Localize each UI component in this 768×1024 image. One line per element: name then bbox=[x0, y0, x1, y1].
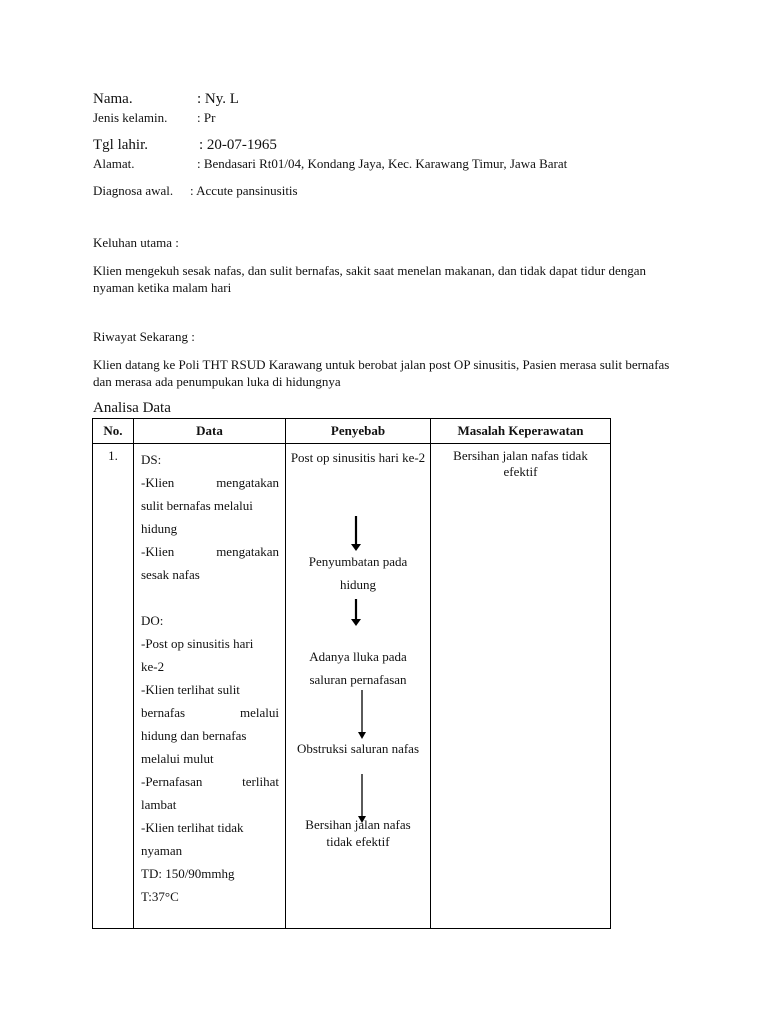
data-line: DO: bbox=[141, 613, 164, 628]
row-number: 1. bbox=[108, 448, 118, 463]
jenis-kelamin-label: Jenis kelamin. bbox=[93, 110, 168, 125]
data-line: T:37°C bbox=[141, 889, 179, 904]
cell-data bbox=[134, 444, 286, 929]
data-line: -Klien terlihat tidak bbox=[141, 820, 244, 835]
arrow-down-icon bbox=[350, 516, 362, 552]
riwayat-heading: Riwayat Sekarang : bbox=[93, 329, 195, 344]
data-line: DS: bbox=[141, 452, 162, 467]
nama-label: Nama. bbox=[93, 91, 133, 107]
keluhan-text: Klien mengekuh sesak nafas, dan sulit bernafas, sakit saat menelan makanan, dan tidak dapat tidur dengan nyaman ketika malam hari bbox=[93, 263, 647, 295]
data-line: -Post op sinusitis hari bbox=[141, 636, 254, 651]
header-no: No. bbox=[93, 419, 134, 444]
tgl-lahir-label: Tgl lahir. bbox=[93, 137, 148, 153]
diagnosa-value: : Accute pansinusitis bbox=[190, 183, 298, 198]
arrow-down-icon bbox=[350, 599, 362, 627]
data-line: hidung dan bernafas bbox=[141, 728, 247, 743]
cause-step-2: Penyumbatan pada hidung bbox=[308, 554, 408, 592]
riwayat-text: Klien datang ke Poli THT RSUD Karawang untuk berobat jalan post OP sinusitis, Pasien merasa sulit bernafas dan merasa ada penumpukan luka di hidungnya bbox=[93, 357, 670, 389]
alamat-value: : Bendasari Rt01/04, Kondang Jaya, Kec. Karawang Timur, Jawa Barat bbox=[197, 156, 568, 171]
arrow-down-icon bbox=[357, 690, 367, 740]
cause-step-3: Adanya lluka pada saluran pernafasan bbox=[309, 649, 407, 687]
cell-penyebab bbox=[286, 444, 431, 929]
data-lines bbox=[134, 444, 285, 908]
cell-masalah bbox=[431, 444, 611, 929]
diagnosa-label: Diagnosa awal. bbox=[93, 183, 174, 198]
data-line: -Klien mengatakan bbox=[141, 544, 279, 559]
data-line: lambat bbox=[141, 797, 177, 812]
data-line bbox=[141, 586, 279, 609]
cause-flow bbox=[286, 444, 430, 928]
header-data: Data bbox=[134, 419, 286, 444]
data-line: bernafas melalui bbox=[141, 705, 279, 720]
analisa-table bbox=[92, 418, 611, 929]
masalah-text: Bersihan jalan nafas tidak efektif bbox=[453, 448, 588, 479]
table-header-row bbox=[93, 419, 611, 444]
data-line: -Pernafasan terlihat bbox=[141, 774, 279, 789]
data-line: TD: 150/90mmhg bbox=[141, 866, 235, 881]
data-line: -Klien mengatakan bbox=[141, 475, 279, 490]
jenis-kelamin-value: : Pr bbox=[197, 110, 216, 125]
analisa-title: Analisa Data bbox=[93, 400, 171, 416]
data-line: nyaman bbox=[141, 843, 183, 858]
header-masalah: Masalah Keperawatan bbox=[431, 419, 611, 444]
alamat-label: Alamat. bbox=[93, 156, 135, 171]
data-line: sulit bernafas melalui bbox=[141, 498, 253, 513]
data-line: sesak nafas bbox=[141, 567, 200, 582]
keluhan-heading: Keluhan utama : bbox=[93, 235, 179, 250]
header-penyebab: Penyebab bbox=[286, 419, 431, 444]
nama-value: : Ny. L bbox=[197, 91, 239, 107]
cause-step-1: Post op sinusitis hari ke-2 bbox=[290, 450, 426, 465]
cause-step-5: Bersihan jalan nafas tidak efektif bbox=[305, 817, 411, 849]
data-line: melalui mulut bbox=[141, 751, 214, 766]
table-row bbox=[93, 444, 611, 929]
data-line: hidung bbox=[141, 521, 178, 536]
data-line: -Klien terlihat sulit bbox=[141, 682, 240, 697]
cell-no bbox=[93, 444, 134, 929]
data-line: ke-2 bbox=[141, 659, 165, 674]
tgl-lahir-value: : 20-07-1965 bbox=[199, 137, 277, 153]
cause-step-4: Obstruksi saluran nafas bbox=[296, 741, 420, 756]
